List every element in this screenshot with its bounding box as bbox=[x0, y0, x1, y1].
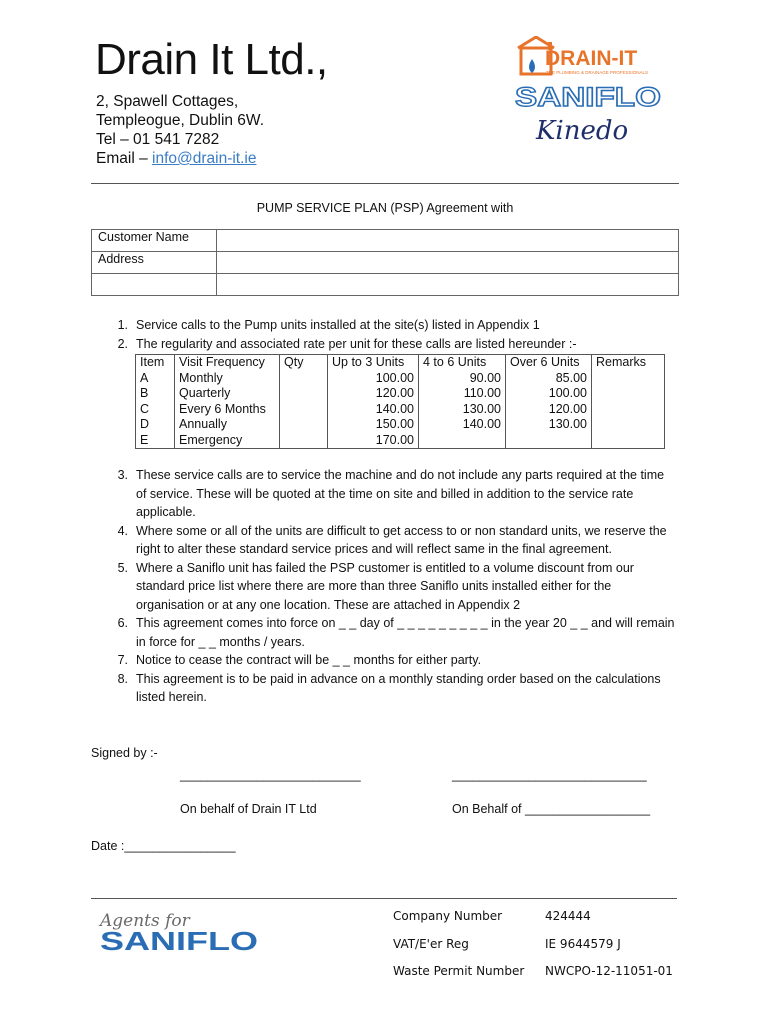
company-number-label: Company Number bbox=[393, 909, 503, 923]
col-over-6: Over 6 Units bbox=[506, 355, 592, 371]
col-qty: Qty bbox=[280, 355, 328, 371]
frequency-cell: Quarterly bbox=[175, 386, 280, 402]
email-line bbox=[96, 149, 264, 168]
table-row bbox=[136, 402, 665, 418]
clause-text bbox=[136, 522, 676, 559]
price-4-to-6: 130.00 bbox=[419, 402, 506, 418]
qty-cell[interactable] bbox=[280, 371, 328, 387]
qty-cell[interactable] bbox=[280, 433, 328, 449]
item-cell: D bbox=[136, 417, 175, 433]
clause-line: listed herein. bbox=[136, 690, 207, 704]
kinedo-logo: Kinedo bbox=[536, 116, 629, 146]
extra-label-cell bbox=[92, 274, 217, 296]
customer-name-label: Customer Name bbox=[92, 230, 217, 252]
address-line-1: 2, Spawell Cottages, bbox=[96, 93, 239, 110]
price-4-to-6: 90.00 bbox=[419, 371, 506, 387]
clause-line: in force for _ _ months / years. bbox=[136, 634, 305, 649]
email-prefix: Email – bbox=[96, 150, 152, 167]
col-visit-frequency: Visit Frequency bbox=[175, 355, 280, 371]
customer-details-table bbox=[91, 229, 679, 296]
footer-divider bbox=[91, 898, 677, 899]
company-address bbox=[96, 92, 264, 168]
remarks-cell[interactable] bbox=[592, 371, 665, 387]
price-over-6 bbox=[506, 433, 592, 449]
brand-logos bbox=[512, 36, 672, 146]
clause-text bbox=[136, 614, 676, 651]
table-row bbox=[136, 433, 665, 449]
saniflo-logo: SANIFLO bbox=[515, 82, 661, 112]
waste-permit-label: Waste Permit Number bbox=[393, 964, 525, 978]
clause-text: The regularity and associated rate per unit for these calls are listed hereunder :- bbox=[136, 336, 577, 351]
address-field[interactable] bbox=[217, 252, 679, 274]
signature-line-drain-it[interactable]: __________________________ bbox=[180, 768, 361, 782]
table-row bbox=[92, 274, 679, 296]
clause-number: 2. bbox=[117, 336, 128, 351]
remarks-cell[interactable] bbox=[592, 417, 665, 433]
drain-it-wordmark: DRAIN-IT bbox=[545, 47, 638, 70]
header-divider bbox=[91, 183, 679, 184]
clause-line: Where some or all of the units are difficult to get access to or non standard units, we reserve the bbox=[136, 523, 667, 538]
table-row bbox=[92, 252, 679, 274]
clause-line: Where a Saniflo unit has failed the PSP customer is entitled to a volume discount from our bbox=[136, 560, 634, 575]
price-up-to-3: 150.00 bbox=[328, 417, 419, 433]
item-cell: C bbox=[136, 402, 175, 418]
frequency-cell: Annually bbox=[175, 417, 280, 433]
clause-line: These service calls are to service the machine and do not include any parts required at the time bbox=[136, 468, 665, 482]
clause-number: 1. bbox=[117, 318, 128, 332]
remarks-cell[interactable] bbox=[592, 433, 665, 449]
item-cell: B bbox=[136, 386, 175, 402]
agreement-title: PUMP SERVICE PLAN (PSP) Agreement with bbox=[256, 201, 514, 215]
clause-line: applicable. bbox=[136, 505, 196, 519]
agents-for-saniflo-logo bbox=[96, 906, 266, 962]
clause-line: organisation or at any one location. These are attached in Appendix 2 bbox=[136, 597, 521, 612]
qty-cell[interactable] bbox=[280, 417, 328, 433]
address-label: Address bbox=[92, 252, 217, 274]
qty-cell[interactable] bbox=[280, 402, 328, 418]
date-field[interactable]: Date :________________ bbox=[91, 839, 236, 853]
clause-number: 3. bbox=[117, 468, 128, 482]
price-up-to-3: 170.00 bbox=[328, 433, 419, 449]
item-cell: A bbox=[136, 371, 175, 387]
clause-line: This agreement comes into force on _ _ day of _ _ _ _ _ _ _ _ _ in the year 20 _ _ and will remain bbox=[136, 616, 675, 630]
price-over-6: 100.00 bbox=[506, 386, 592, 402]
price-over-6: 130.00 bbox=[506, 417, 592, 433]
clauses-3-8 bbox=[112, 466, 692, 716]
drain-it-logo bbox=[512, 36, 672, 146]
on-behalf-customer[interactable]: On Behalf of __________________ bbox=[452, 802, 651, 816]
drain-it-tagline: THE PLUMBING & DRAINAGE PROFESSIONALS bbox=[546, 70, 649, 75]
table-row bbox=[92, 230, 679, 252]
signed-by-label: Signed by :- bbox=[91, 746, 158, 760]
company-number-value: 424444 bbox=[545, 909, 591, 923]
col-remarks: Remarks bbox=[592, 355, 665, 371]
col-up-to-3: Up to 3 Units bbox=[328, 355, 419, 371]
price-over-6: 120.00 bbox=[506, 402, 592, 418]
waste-permit-value: NWCPO-12-11051-01 bbox=[545, 964, 673, 978]
clause-number: 8. bbox=[117, 671, 128, 686]
water-drop-icon bbox=[529, 59, 535, 73]
col-item: Item bbox=[136, 355, 175, 371]
item-cell: E bbox=[136, 433, 175, 449]
clause-number: 6. bbox=[117, 616, 128, 630]
frequency-cell: Emergency bbox=[175, 433, 280, 449]
vat-reg-label: VAT/E'er Reg bbox=[393, 937, 469, 951]
agents-for-text: Agents for bbox=[100, 911, 190, 931]
price-up-to-3: 120.00 bbox=[328, 386, 419, 402]
clause-line: of service. These will be quoted at the time on site and billed in addition to the service rate bbox=[136, 486, 634, 501]
on-behalf-drain-it: On behalf of Drain IT Ltd bbox=[180, 802, 317, 816]
clause-number: 7. bbox=[117, 653, 128, 667]
price-4-to-6: 110.00 bbox=[419, 386, 506, 402]
clause-text bbox=[136, 651, 676, 670]
qty-cell[interactable] bbox=[280, 386, 328, 402]
col-4-to-6: 4 to 6 Units bbox=[419, 355, 506, 371]
frequency-cell: Every 6 Months bbox=[175, 402, 280, 418]
clause-text: Service calls to the Pump units installed at the site(s) listed in Appendix 1 bbox=[136, 318, 540, 332]
price-over-6: 85.00 bbox=[506, 371, 592, 387]
customer-name-field[interactable] bbox=[217, 230, 679, 252]
clause-text bbox=[136, 670, 676, 707]
clause-number: 5. bbox=[117, 560, 128, 575]
saniflo-footer-logo: SANIFLO bbox=[100, 926, 258, 956]
table-row bbox=[136, 371, 665, 387]
table-row bbox=[136, 417, 665, 433]
clause-line: This agreement is to be paid in advance on a monthly standing order based on the calculations bbox=[136, 671, 661, 686]
price-4-to-6 bbox=[419, 433, 506, 449]
company-name: Drain It Ltd., bbox=[95, 35, 328, 84]
clause-line: standard price list where there are more than three Saniflo units installed either for the bbox=[136, 579, 612, 593]
telephone: Tel – 01 541 7282 bbox=[96, 131, 220, 148]
frequency-cell: Monthly bbox=[175, 371, 280, 387]
vat-reg-value: IE 9644579 J bbox=[545, 937, 621, 951]
price-up-to-3: 140.00 bbox=[328, 402, 419, 418]
clause-line: right to alter these standard service prices and will reflect same in the final agreement. bbox=[136, 542, 612, 556]
rate-table-header bbox=[136, 355, 665, 371]
price-up-to-3: 100.00 bbox=[328, 371, 419, 387]
signature-line-customer[interactable]: ____________________________ bbox=[452, 768, 647, 782]
clause-number: 4. bbox=[117, 523, 128, 538]
clause-text bbox=[136, 466, 676, 522]
email-link[interactable]: info@drain-it.ie bbox=[152, 150, 257, 167]
price-4-to-6: 140.00 bbox=[419, 417, 506, 433]
table-row bbox=[136, 386, 665, 402]
service-rate-table bbox=[135, 354, 665, 449]
clauses-1-2 bbox=[112, 316, 692, 356]
clause-line: Notice to cease the contract will be _ _ months for either party. bbox=[136, 653, 482, 667]
address-field-2[interactable] bbox=[217, 274, 679, 296]
remarks-cell[interactable] bbox=[592, 402, 665, 418]
remarks-cell[interactable] bbox=[592, 386, 665, 402]
address-line-2: Templeogue, Dublin 6W. bbox=[96, 112, 265, 129]
clause-text bbox=[136, 559, 676, 615]
